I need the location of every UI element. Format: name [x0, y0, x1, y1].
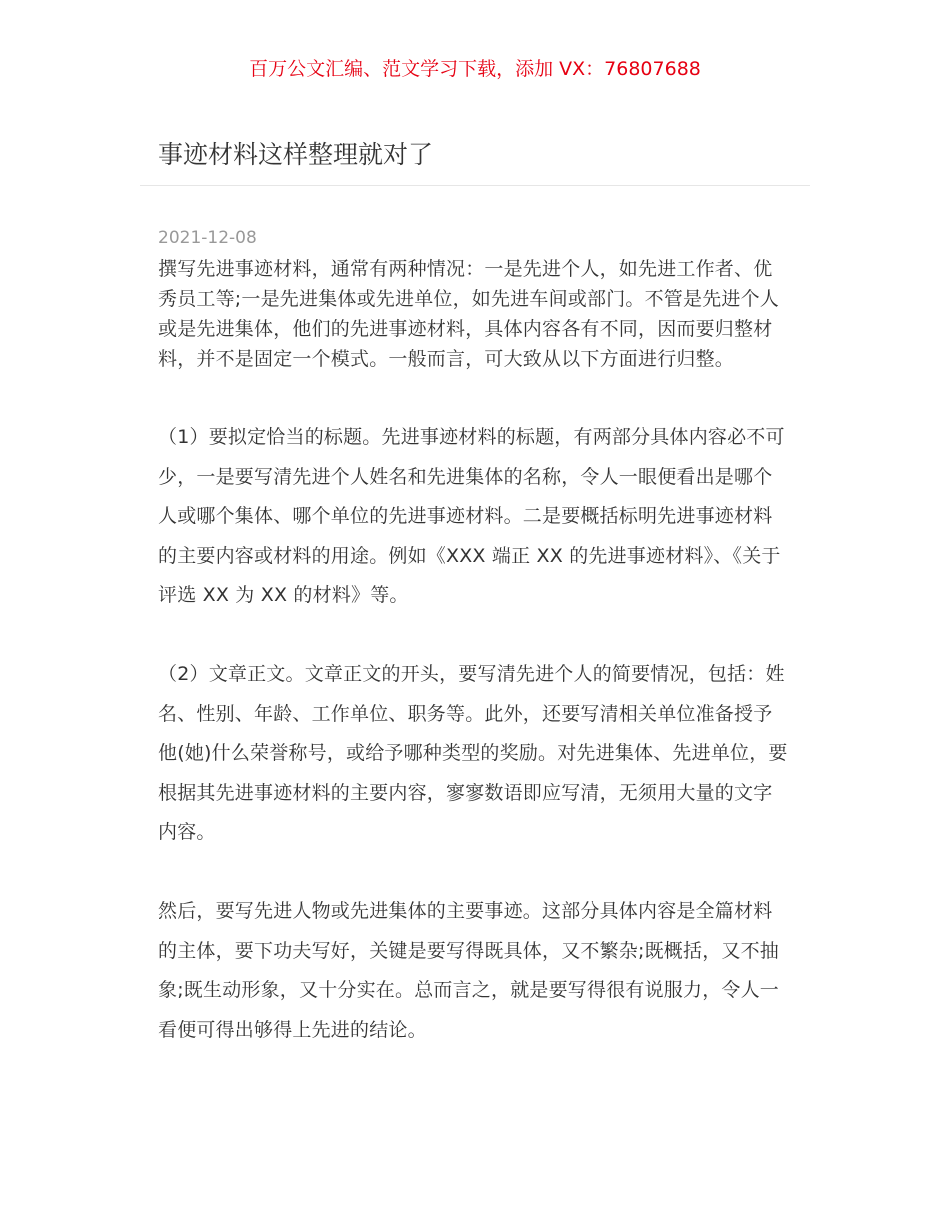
text-line: 少，一是要写清先进个人姓名和先进集体的名称，令人一眼便看出是哪个 — [158, 465, 773, 488]
paragraph-main-deeds — [158, 892, 798, 1050]
text-line: 秀员工等;一是先进集体或先进单位，如先进车间或部门。不管是先进个人 — [158, 288, 780, 310]
paragraph-intro — [158, 254, 798, 374]
text-line: 然后，要写先进人物或先进集体的主要事迹。这部分具体内容是全篇材料 — [158, 900, 773, 922]
text-line: 评选 XX 为 XX 的材料》等。 — [158, 584, 409, 606]
text-line: 撰写先进事迹材料，通常有两种情况：一是先进个人，如先进工作者、优 — [158, 258, 773, 280]
article-title: 事迹材料这样整理就对了 — [158, 140, 434, 169]
text-line: 他(她)什么荣誉称号，或给予哪种类型的奖励。对先进集体、先进单位，要 — [158, 742, 788, 764]
publish-date: 2021-12-08 — [158, 228, 257, 248]
promo-banner: 百万公文汇编、范文学习下载，添加 VX：76807688 — [249, 58, 701, 80]
text-line: 的主要内容或材料的用途。例如《XXX 端正 XX 的先进事迹材料》、《关于 — [158, 544, 781, 567]
text-line: 名、性别、年龄、工作单位、职务等。此外，还要写清相关单位准备授予 — [158, 702, 773, 725]
text-line: （1）要拟定恰当的标题。先进事迹材料的标题，有两部分具体内容必不可 — [158, 426, 785, 448]
text-line: （2）文章正文。文章正文的开头，要写清先进个人的简要情况，包括：姓 — [158, 663, 785, 685]
text-line: 内容。 — [158, 821, 216, 843]
text-line: 料，并不是固定一个模式。一般而言，可大致从以下方面进行归整。 — [158, 348, 735, 370]
paragraph-title-section — [158, 418, 798, 616]
text-line: 的主体，要下功夫写好，关键是要写得既具体，又不繁杂;既概括，又不抽 — [158, 939, 780, 962]
text-line: 看便可得出够得上先进的结论。 — [158, 1018, 427, 1041]
text-line: 象;既生动形象，又十分实在。总而言之，就是要写得很有说服力，令人一 — [158, 979, 780, 1001]
title-divider — [140, 185, 810, 186]
text-line: 或是先进集体，他们的先进事迹材料，具体内容各有不同，因而要归整材 — [158, 318, 773, 340]
text-line: 根据其先进事迹材料的主要内容，寥寥数语即应写清，无须用大量的文字 — [158, 781, 773, 804]
paragraph-body-section — [158, 655, 798, 853]
text-line: 人或哪个集体、哪个单位的先进事迹材料。二是要概括标明先进事迹材料 — [158, 505, 773, 527]
